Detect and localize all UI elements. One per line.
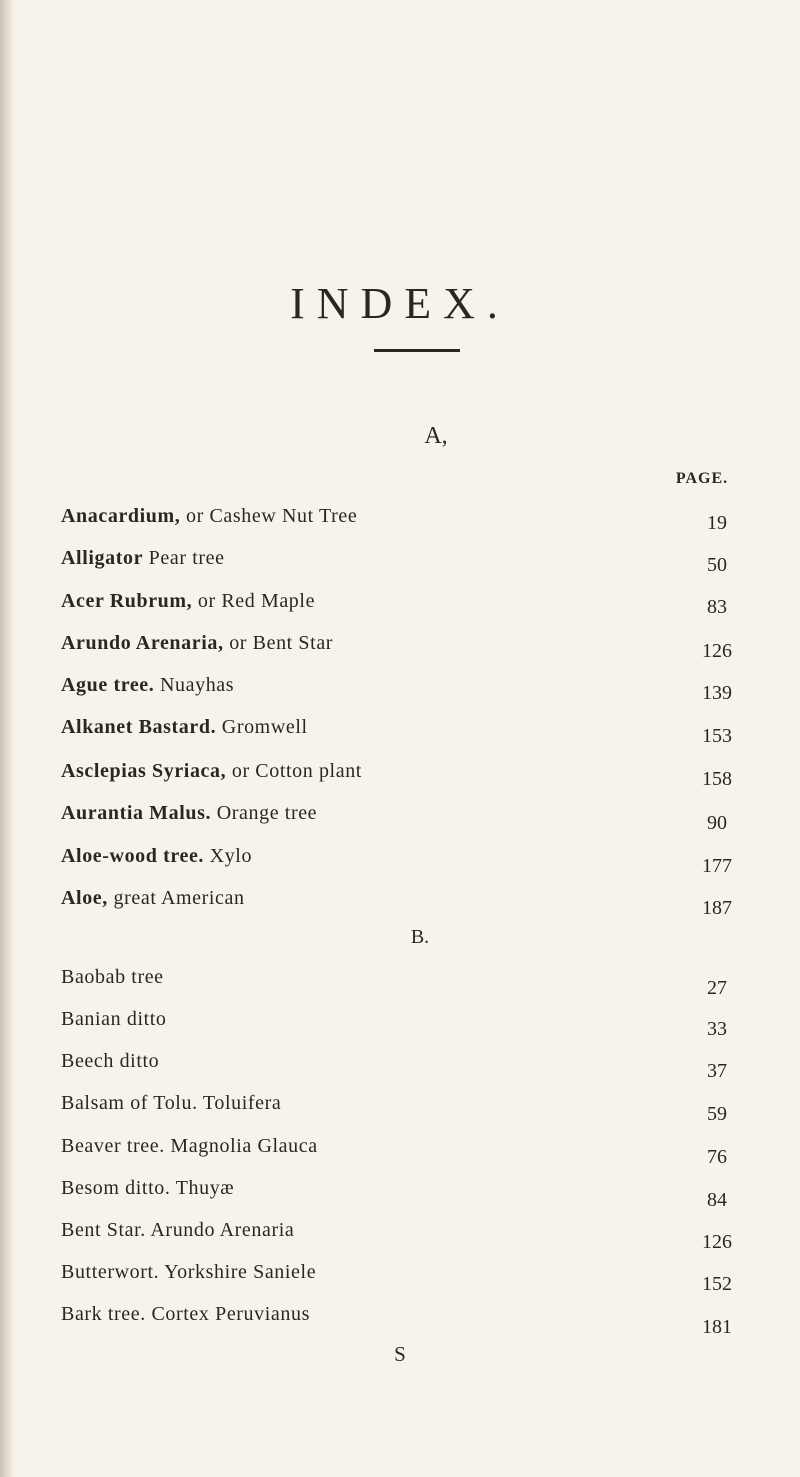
entry-term: Ague tree. [61,674,155,696]
entry-term: Balsam of Tolu. [61,1092,198,1114]
entry-page-number: 19 [707,512,727,534]
entry-gloss: Cortex Peruvianus [151,1303,310,1325]
entry-page-number: 27 [707,977,727,999]
index-entry [61,590,315,613]
section-letter-a: A, [424,423,448,449]
entry-page-number: 90 [707,812,727,834]
entry-term: Baobab tree [61,966,164,988]
entry-term: Beech ditto [61,1050,160,1072]
entry-gloss: or Cashew Nut Tree [186,505,358,527]
entry-gloss: Thuyæ [175,1177,235,1199]
entry-term: Aurantia Malus. [61,802,212,824]
index-entry [61,845,252,868]
entry-gloss: or Bent Star [229,632,334,654]
entry-gloss: or Cotton plant [231,760,362,782]
index-entry [61,1219,294,1242]
index-entry [61,716,308,739]
entry-term: Anacardium, [61,505,181,527]
entry-page-number: 187 [702,897,732,919]
index-entry [61,547,225,570]
entry-page-number: 83 [707,596,727,618]
section-letter-b: B. [410,926,430,948]
entry-page-number: 37 [707,1060,727,1082]
entry-page-number: 126 [702,1231,732,1253]
entry-page-number: 177 [702,855,732,877]
entry-gloss: Gromwell [221,716,308,738]
entry-term: Arundo Arenaria, [61,632,224,654]
index-entry [61,1008,167,1031]
entry-page-number: 76 [707,1146,727,1168]
index-entry [61,966,164,989]
entry-gloss: or Red Maple [197,590,316,612]
index-entry [61,1135,318,1158]
entry-term: Bent Star. [61,1219,146,1241]
index-entry [61,505,357,528]
page-column-heading: PAGE. [675,470,729,487]
entry-page-number: 50 [707,554,727,576]
page-edge-shadow [0,0,14,1477]
index-entry [61,802,317,825]
entry-page-number: 84 [707,1189,727,1211]
entry-term: Alligator [61,547,144,569]
entry-gloss: Pear tree [148,547,225,569]
index-entry [61,1303,310,1326]
entry-gloss: Yorkshire Saniele [164,1261,317,1283]
index-entry [61,887,245,910]
index-entry [61,1092,281,1115]
entry-term: Alkanet Bastard. [61,716,217,738]
entry-page-number: 33 [707,1018,727,1040]
index-entry [61,1050,159,1073]
entry-term: Butterwort. [61,1261,160,1283]
entry-term: Acer Rubrum, [61,590,193,612]
index-entry [61,760,362,783]
entry-page-number: 158 [702,768,732,790]
entry-gloss: great American [113,887,245,909]
entry-term: Aloe, [61,887,108,909]
entry-term: Besom ditto. [61,1177,171,1199]
entry-term: Bark tree. [61,1303,146,1325]
entry-gloss: Nuayhas [159,674,235,696]
title-rule [374,349,460,352]
entry-term: Banian ditto [61,1008,167,1030]
entry-gloss: Arundo Arenaria [150,1219,295,1241]
entry-page-number: 153 [702,725,732,747]
signature-mark: S [394,1342,406,1366]
entry-page-number: 59 [707,1103,727,1125]
index-title: INDEX. [290,279,510,328]
entry-gloss: Orange tree [216,802,318,824]
entry-page-number: 152 [702,1273,732,1295]
entry-gloss: Magnolia Glauca [170,1135,318,1157]
entry-gloss: Toluifera [202,1092,282,1114]
index-entry [61,1177,234,1200]
index-entry [61,1261,316,1284]
entry-term: Beaver tree. [61,1135,165,1157]
index-entry [61,674,234,697]
index-entry [61,632,333,655]
entry-term: Asclepias Syriaca, [61,760,227,782]
entry-term: Aloe-wood tree. [61,845,205,867]
entry-page-number: 126 [702,640,732,662]
entry-page-number: 139 [702,682,732,704]
entry-page-number: 181 [702,1316,732,1338]
entry-gloss: Xylo [209,845,253,867]
